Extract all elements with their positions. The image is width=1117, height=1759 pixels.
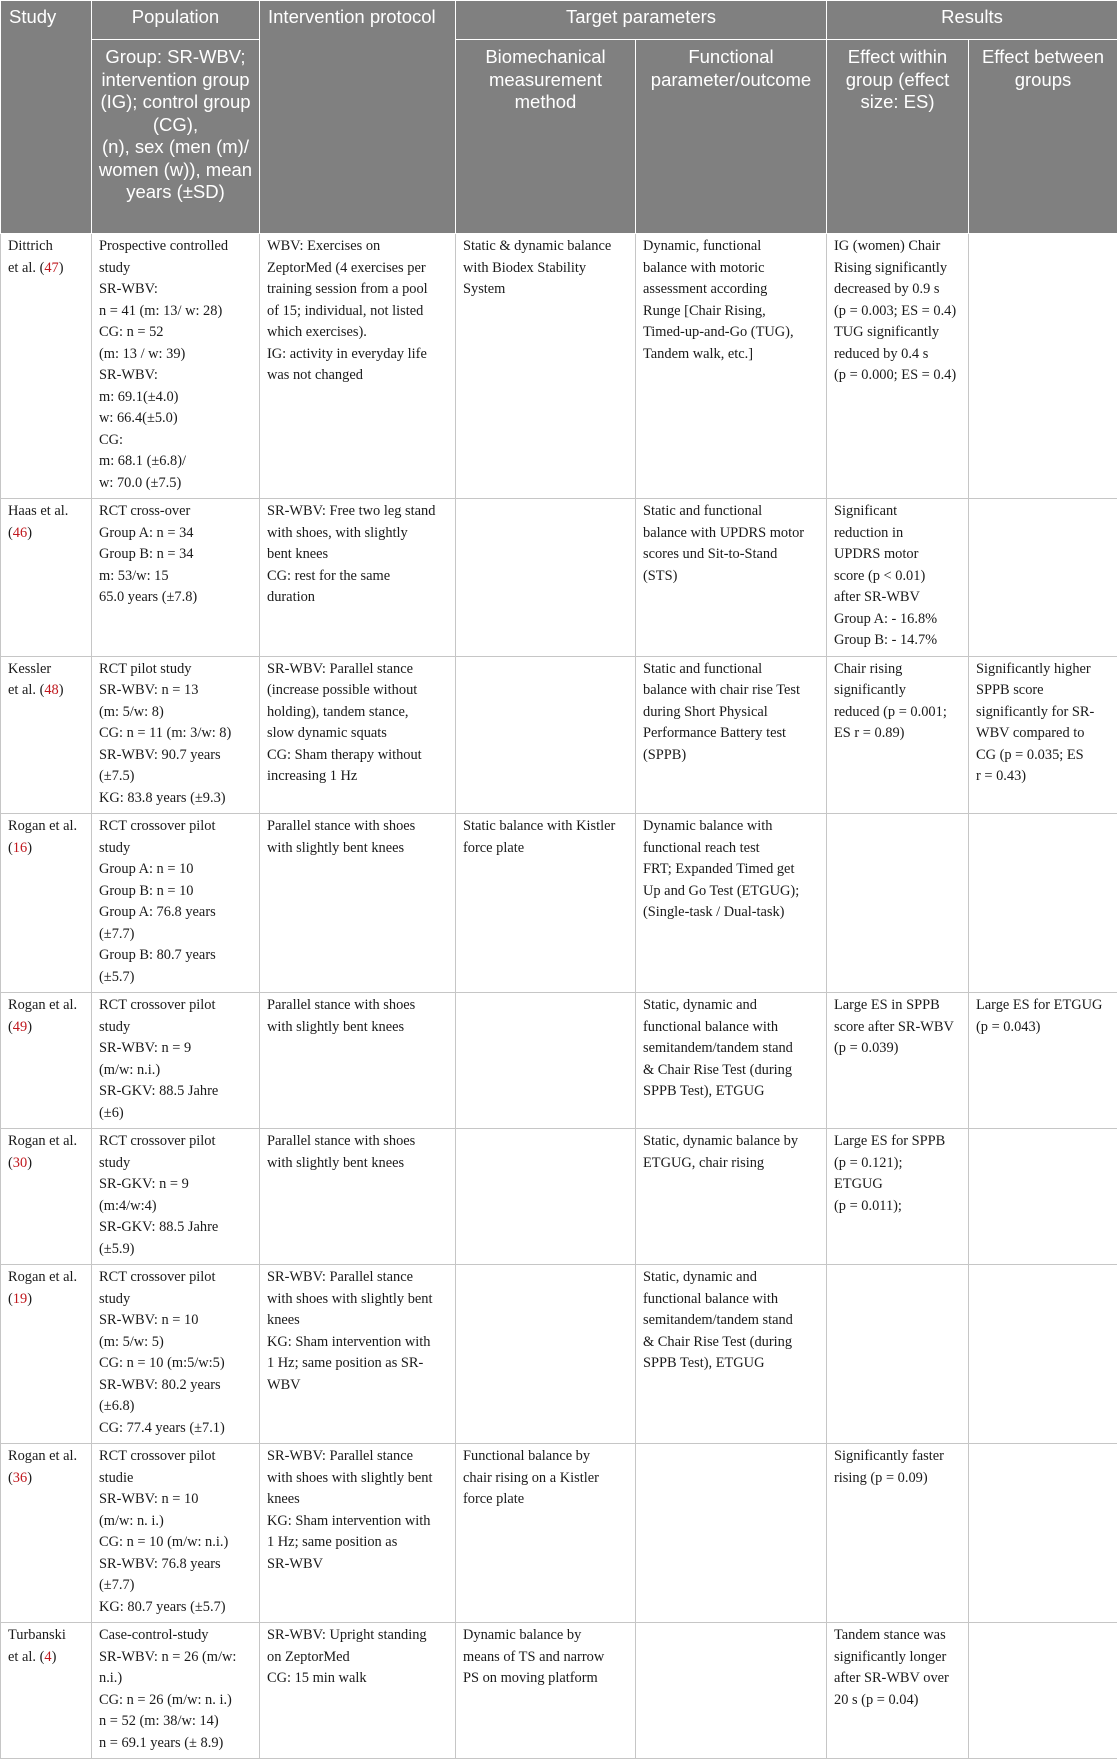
effect-between-cell: Large ES for ETGUG (p = 0.043) <box>969 993 1117 1129</box>
reference-link[interactable]: 46 <box>13 525 27 541</box>
table-row <box>1 234 1117 499</box>
intervention-cell: Parallel stance with shoes with slightly bent knees <box>260 1129 456 1265</box>
effect-between-cell <box>969 1623 1117 1759</box>
reference-link[interactable]: 36 <box>13 1470 27 1486</box>
table-row <box>1 1265 1117 1444</box>
header-row-top <box>1 1 1117 40</box>
table-row <box>1 1444 1117 1623</box>
table-row <box>1 993 1117 1129</box>
study-name: Rogan et al. ( <box>8 997 77 1035</box>
functional-cell: Static, dynamic and functional balance with semitandem/tandem stand & Chair Rise Test (during SPPB Test), ETGUG <box>636 993 827 1129</box>
intervention-cell: SR-WBV: Parallel stance with shoes with slightly bent knees KG: Sham intervention with 1 Hz; same position as SR-WBV <box>260 1444 456 1623</box>
study-name-end: ) <box>27 840 32 856</box>
intervention-cell: SR-WBV: Parallel stance with shoes with slightly bent knees KG: Sham intervention with 1 Hz; same position as SR- WBV <box>260 1265 456 1444</box>
study-cell <box>1 1265 92 1444</box>
intervention-cell: Parallel stance with shoes with slightly bent knees <box>260 993 456 1129</box>
intervention-cell: Parallel stance with shoes with slightly bent knees <box>260 814 456 993</box>
biomechanical-cell: Functional balance by chair rising on a Kistler force plate <box>456 1444 636 1623</box>
study-name: Haas et al. ( <box>8 503 68 541</box>
population-cell: RCT crossover pilot study SR-WBV: n = 9 (m/w: n.i.) SR-GKV: 88.5 Jahre (±6) <box>92 993 260 1129</box>
biomechanical-cell <box>456 993 636 1129</box>
biomechanical-cell <box>456 1129 636 1265</box>
reference-link[interactable]: 19 <box>13 1291 27 1307</box>
study-cell <box>1 1444 92 1623</box>
functional-cell: Static, dynamic balance by ETGUG, chair rising <box>636 1129 827 1265</box>
intervention-cell: SR-WBV: Upright standing on ZeptorMed CG: 15 min walk <box>260 1623 456 1759</box>
header-effect-between: Effect between groups <box>969 40 1117 234</box>
population-cell: RCT cross-over Group A: n = 34 Group B: n = 34 m: 53/w: 15 65.0 years (±7.8) <box>92 499 260 657</box>
effect-within-cell: Significant reduction in UPDRS motor score (p < 0.01) after SR-WBV Group A: - 16.8% Group B: - 14.7% <box>827 499 969 657</box>
table-row <box>1 1129 1117 1265</box>
study-cell <box>1 656 92 814</box>
biomechanical-cell <box>456 656 636 814</box>
effect-within-cell: IG (women) Chair Rising significantly decreased by 0.9 s (p = 0.003; ES = 0.4) TUG significantly reduced by 0.4 s (p = 0.000; ES = 0.4) <box>827 234 969 499</box>
functional-cell: Dynamic, functional balance with motoric assessment according Runge [Chair Rising, Timed-up-and-Go (TUG), Tandem walk, etc.] <box>636 234 827 499</box>
study-name-end: ) <box>27 1291 32 1307</box>
reference-link[interactable]: 16 <box>13 840 27 856</box>
study-name: Rogan et al. ( <box>8 1448 77 1486</box>
population-cell: RCT crossover pilot study SR-GKV: n = 9 (m:4/w:4) SR-GKV: 88.5 Jahre (±5.9) <box>92 1129 260 1265</box>
table-body <box>1 234 1117 1759</box>
study-name: Dittrich et al. ( <box>8 238 53 276</box>
effect-between-cell <box>969 1444 1117 1623</box>
biomechanical-cell: Dynamic balance by means of TS and narrow PS on moving platform <box>456 1623 636 1759</box>
intervention-cell: SR-WBV: Free two leg stand with shoes, with slightly bent knees CG: rest for the same duration <box>260 499 456 657</box>
study-cell <box>1 1623 92 1759</box>
effect-within-cell: Chair rising significantly reduced (p = 0.001; ES r = 0.89) <box>827 656 969 814</box>
reference-link[interactable]: 47 <box>44 260 58 276</box>
functional-cell <box>636 1623 827 1759</box>
effect-within-cell <box>827 1265 969 1444</box>
study-cell <box>1 814 92 993</box>
population-cell: RCT pilot study SR-WBV: n = 13 (m: 5/w: 8) CG: n = 11 (m: 3/w: 8) SR-WBV: 90.7 years (±7.5) KG: 83.8 years (±9.3) <box>92 656 260 814</box>
study-cell <box>1 1129 92 1265</box>
effect-between-cell <box>969 814 1117 993</box>
header-biomechanical: Biomechanical measurement method <box>456 40 636 234</box>
study-name: Rogan et al. ( <box>8 1133 77 1171</box>
functional-cell: Static and functional balance with UPDRS motor scores und Sit-to-Stand (STS) <box>636 499 827 657</box>
biomechanical-cell <box>456 499 636 657</box>
header-effect-within: Effect within group (effect size: ES) <box>827 40 969 234</box>
effect-between-cell <box>969 234 1117 499</box>
intervention-cell: SR-WBV: Parallel stance (increase possible without holding), tandem stance, slow dynamic squats CG: Sham therapy without increasing 1 Hz <box>260 656 456 814</box>
reference-link[interactable]: 4 <box>44 1649 51 1665</box>
study-name: Rogan et al. ( <box>8 1269 77 1307</box>
functional-cell: Static and functional balance with chair rise Test during Short Physical Performance Battery test (SPPB) <box>636 656 827 814</box>
study-cell <box>1 993 92 1129</box>
header-population-detail: Group: SR-WBV; intervention group (IG); control group (CG), (n), sex (men (m)/ women (w)), mean years (±SD) <box>92 40 260 234</box>
functional-cell <box>636 1444 827 1623</box>
table-row <box>1 1623 1117 1759</box>
population-cell: RCT crossover pilot study SR-WBV: n = 10 (m: 5/w: 5) CG: n = 10 (m:5/w:5) SR-WBV: 80.2 years (±6.8) CG: 77.4 years (±7.1) <box>92 1265 260 1444</box>
table-row <box>1 656 1117 814</box>
reference-link[interactable]: 49 <box>13 1019 27 1035</box>
table-header <box>1 1 1117 234</box>
study-name-end: ) <box>27 525 32 541</box>
header-population: Population <box>92 1 260 40</box>
header-study: Study <box>1 1 92 234</box>
effect-between-cell: Significantly higher SPPB score significantly for SR- WBV compared to CG (p = 0.035; ES r = 0.43) <box>969 656 1117 814</box>
effect-between-cell <box>969 1265 1117 1444</box>
population-cell: Case-control-study SR-WBV: n = 26 (m/w: n.i.) CG: n = 26 (m/w: n. i.) n = 52 (m: 38/w: 14) n = 69.1 years (± 8.9) <box>92 1623 260 1759</box>
header-target-parameters: Target parameters <box>456 1 827 40</box>
study-cell <box>1 234 92 499</box>
biomechanical-cell <box>456 1265 636 1444</box>
study-name-end: ) <box>59 260 64 276</box>
effect-within-cell: Tandem stance was significantly longer after SR-WBV over 20 s (p = 0.04) <box>827 1623 969 1759</box>
functional-cell: Static, dynamic and functional balance with semitandem/tandem stand & Chair Rise Test (during SPPB Test), ETGUG <box>636 1265 827 1444</box>
reference-link[interactable]: 48 <box>44 682 58 698</box>
study-name: Kessler et al. ( <box>8 661 51 699</box>
effect-within-cell <box>827 814 969 993</box>
effect-between-cell <box>969 499 1117 657</box>
study-cell <box>1 499 92 657</box>
header-row-sub <box>1 40 1117 234</box>
header-functional: Functional parameter/outcome <box>636 40 827 234</box>
study-name: Turbanski et al. ( <box>8 1627 66 1665</box>
effect-within-cell: Significantly faster rising (p = 0.09) <box>827 1444 969 1623</box>
table-row <box>1 814 1117 993</box>
effect-within-cell: Large ES in SPPB score after SR-WBV (p = 0.039) <box>827 993 969 1129</box>
reference-link[interactable]: 30 <box>13 1155 27 1171</box>
biomechanical-cell: Static balance with Kistler force plate <box>456 814 636 993</box>
study-name-end: ) <box>27 1155 32 1171</box>
header-results: Results <box>827 1 1117 40</box>
effect-between-cell <box>969 1129 1117 1265</box>
study-name: Rogan et al. ( <box>8 818 77 856</box>
effect-within-cell: Large ES for SPPB (p = 0.121); ETGUG (p = 0.011); <box>827 1129 969 1265</box>
biomechanical-cell: Static & dynamic balance with Biodex Stability System <box>456 234 636 499</box>
intervention-cell: WBV: Exercises on ZeptorMed (4 exercises per training session from a pool of 15; individual, not listed which exercises). IG: activity in everyday life was not changed <box>260 234 456 499</box>
population-cell: RCT crossover pilot study Group A: n = 10 Group B: n = 10 Group A: 76.8 years (±7.7) Group B: 80.7 years (±5.7) <box>92 814 260 993</box>
header-intervention: Intervention protocol <box>260 1 456 234</box>
table-row <box>1 499 1117 657</box>
study-name-end: ) <box>52 1649 57 1665</box>
population-cell: RCT crossover pilot studie SR-WBV: n = 10 (m/w: n. i.) CG: n = 10 (m/w: n.i.) SR-WBV: 76.8 years (±7.7) KG: 80.7 years (±5.7) <box>92 1444 260 1623</box>
study-name-end: ) <box>59 682 64 698</box>
population-cell: Prospective controlled study SR-WBV: n = 41 (m: 13/ w: 28) CG: n = 52 (m: 13 / w: 39) SR-WBV: m: 69.1(±4.0) w: 66.4(±5.0) CG: m: 68.1 (±6.8)/ w: 70.0 (±7.5) <box>92 234 260 499</box>
study-name-end: ) <box>27 1019 32 1035</box>
study-name-end: ) <box>27 1470 32 1486</box>
functional-cell: Dynamic balance with functional reach test FRT; Expanded Timed get Up and Go Test (ETGUG); (Single-task / Dual-task) <box>636 814 827 993</box>
